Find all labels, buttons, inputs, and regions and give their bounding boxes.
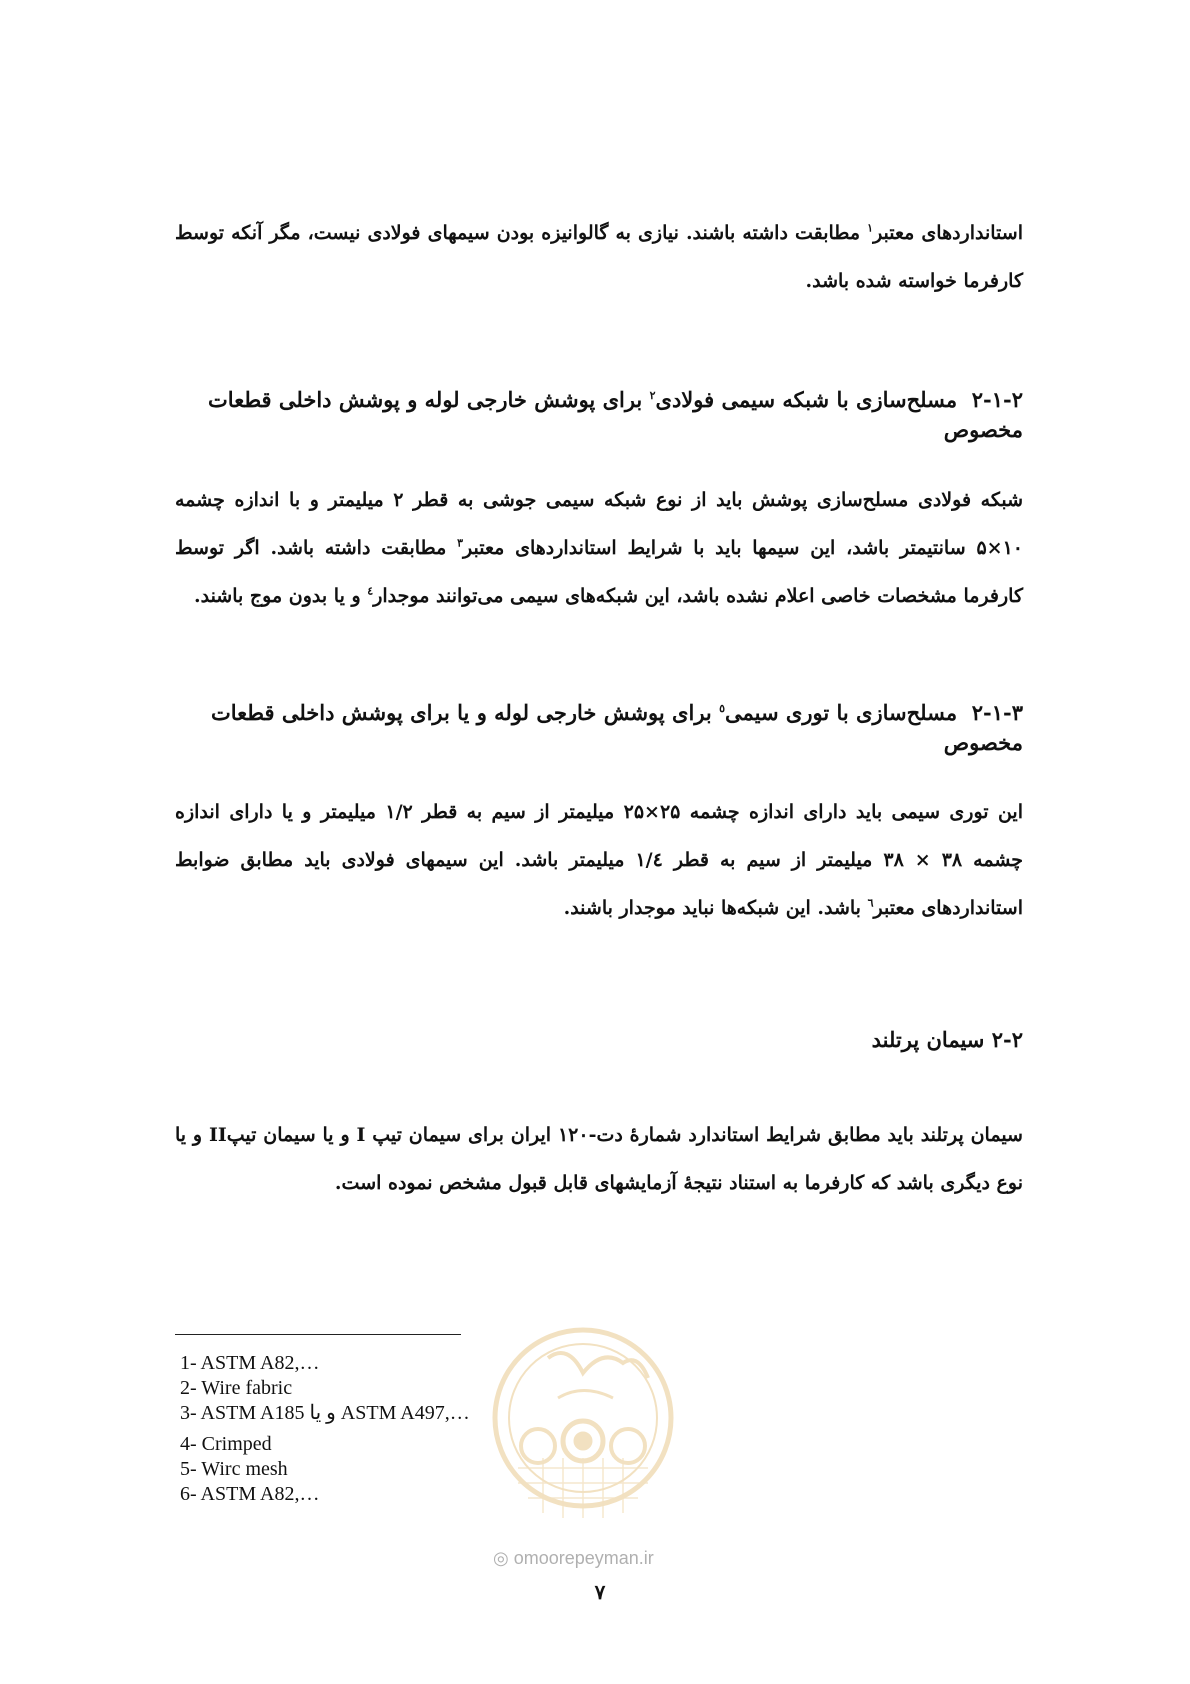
footnote-item: 4- Crimped [180, 1433, 272, 1455]
paragraph-wire-mesh [175, 788, 1023, 932]
section-heading-2-1-3 [175, 698, 1023, 758]
footnote-item: 3- ASTM A185 و یا ASTM A497,… [180, 1402, 470, 1424]
footnote-item: 2- Wire fabric [180, 1377, 293, 1399]
paragraph-text: این توری سیمی باید دارای اندازه چشمه ۲۵×۲۵ میلیمتر از سیم به قطر ۱/۲ میلیمتر و یا دارای اندازه چشمه ۳۸ × ۳۸ میلیمتر از سیم به قطر ۱/٤ میلیمتر باشد. این سیمهای فولادی باید مطابق ضوابط استانداردهای معتبر [175, 801, 1024, 919]
paragraph-text: مطابقت داشته باشند. نیازی به گالوانیزه بودن سیمهای فولادی نیست، مگر آنکه توسط کارفرما خواسته شده باشد. [175, 222, 1023, 292]
footnote-divider [175, 1334, 461, 1335]
footnote-ref[interactable]: ۳ [457, 536, 464, 550]
section-title: برای پوشش خارجی لوله و یا برای پوشش داخلی قطعات مخصوص [210, 700, 1023, 755]
footnote-ref[interactable]: ۲ [649, 389, 656, 402]
footnotes-list [180, 1351, 470, 1507]
paragraph-steel-mesh [175, 476, 1023, 620]
paragraph-text: و یا بدون موج باشند. [193, 585, 368, 607]
paragraph-text: شبکه فولادی مسلح‌سازی پوشش باید از نوع شبکه سیمی جوشی به قطر ۲ میلیمتر و با اندازه چشمه ۱۰×۵ سانتیمتر باشد، این سیمها باید با شرایط استانداردهای معتبر [175, 489, 1023, 559]
paragraph-standards [175, 209, 1023, 305]
footnote-ref[interactable]: ٦ [867, 896, 874, 910]
paragraph-text: باشد. این شبکه‌ها نباید موجدار باشند. [563, 897, 868, 919]
footnote-item: 1- ASTM A82,… [180, 1352, 320, 1374]
section-heading-2-2 [175, 1025, 1023, 1055]
section-heading-2-1-2 [175, 385, 1023, 445]
section-number: ۲-۲ [991, 1027, 1023, 1052]
footnote-ref[interactable]: ٥ [719, 702, 725, 715]
paragraph-portland-cement: سیمان پرتلند باید مطابق شرایط استاندارد شمارهٔ دت-۱۲۰ ایران برای سیمان تیپ I و یا سیمان تیپII و یا نوع دیگری باشد که کارفرما به استناد نتیجهٔ آزمایشهای قابل قبول مشخص نموده است. [175, 1124, 1023, 1194]
paragraph-text: مطابقت داشته باشد. اگر توسط کارفرما مشخصات خاصی اعلام نشده باشد، این شبکه‌های سیمی می‌توانند موجدار [175, 537, 1023, 607]
paragraph-text: استانداردهای معتبر [873, 222, 1023, 244]
page-number: ۷ [594, 1580, 606, 1604]
section-title: مسلح‌سازی با توری سیمی [725, 700, 958, 725]
footnote-ref[interactable]: ٤ [367, 584, 374, 598]
footnote-item: 6- ASTM A82,… [180, 1483, 320, 1505]
section-number: ۲-۱-۲ [971, 387, 1023, 412]
section-title: سیمان پرتلند [871, 1027, 985, 1052]
footnote-item: 5- Wirc mesh [180, 1458, 288, 1480]
section-number: ۲-۱-۳ [971, 700, 1023, 725]
section-title: مسلح‌سازی با شبکه سیمی فولادی [655, 387, 958, 412]
watermark-url-text: omoorepeyman.ir [513, 1548, 654, 1568]
footnote-ref[interactable]: ۱ [867, 221, 874, 235]
watermark-url: ◎ omoorepeyman.ir [493, 1548, 654, 1568]
section-title: برای پوشش خارجی لوله و پوشش داخلی قطعات مخصوص [208, 387, 1023, 442]
watermark-logo-icon [488, 1318, 678, 1543]
